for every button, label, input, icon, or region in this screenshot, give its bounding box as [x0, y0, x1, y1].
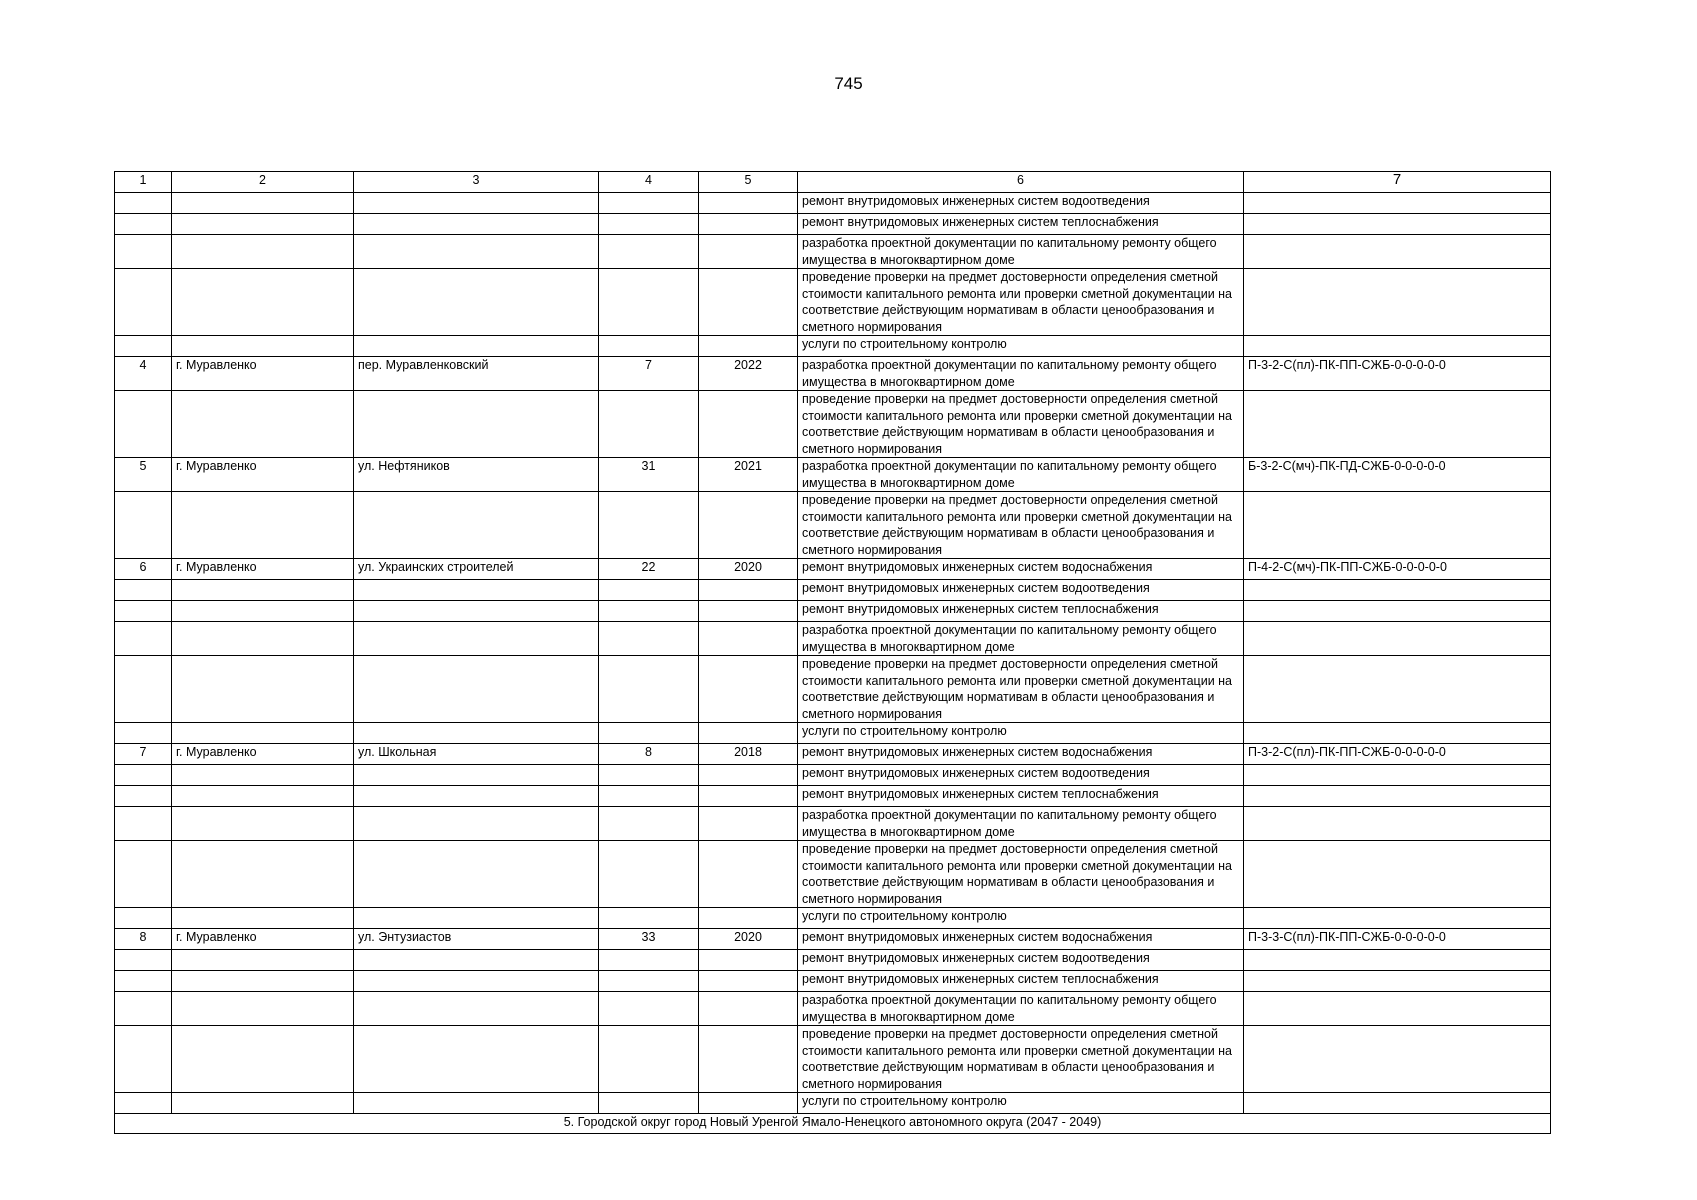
table-row	[115, 214, 1551, 235]
city-cell: г. Муравленко	[172, 458, 354, 492]
row-number	[115, 336, 172, 357]
house-code-cell	[1244, 992, 1551, 1026]
table-row	[115, 193, 1551, 214]
city-cell	[172, 235, 354, 269]
street-cell	[354, 269, 599, 336]
street-cell	[354, 492, 599, 559]
year-cell	[699, 765, 798, 786]
city-cell	[172, 1026, 354, 1093]
row-number	[115, 807, 172, 841]
street-cell	[354, 841, 599, 908]
city-cell	[172, 214, 354, 235]
row-number: 4	[115, 357, 172, 391]
work-type-cell: услуги по строительному контролю	[798, 908, 1244, 929]
work-type-cell: ремонт внутридомовых инженерных систем водоотведения	[798, 193, 1244, 214]
house-number-cell	[599, 193, 699, 214]
city-cell	[172, 807, 354, 841]
row-number	[115, 992, 172, 1026]
year-cell	[699, 235, 798, 269]
house-code-cell	[1244, 656, 1551, 723]
house-number-cell	[599, 841, 699, 908]
house-code-cell	[1244, 786, 1551, 807]
house-number-cell	[599, 492, 699, 559]
house-code-cell	[1244, 391, 1551, 458]
house-number-cell	[599, 992, 699, 1026]
house-number-cell: 31	[599, 458, 699, 492]
row-number	[115, 214, 172, 235]
house-number-cell	[599, 1026, 699, 1093]
year-cell	[699, 1026, 798, 1093]
year-cell	[699, 807, 798, 841]
street-cell	[354, 950, 599, 971]
table-row	[115, 235, 1551, 269]
house-number-cell: 8	[599, 744, 699, 765]
work-schedule-table	[114, 171, 1551, 1134]
year-cell	[699, 656, 798, 723]
row-number	[115, 765, 172, 786]
work-type-cell: ремонт внутридомовых инженерных систем водоснабжения	[798, 559, 1244, 580]
street-cell	[354, 786, 599, 807]
year-cell: 2020	[699, 929, 798, 950]
work-type-cell: ремонт внутридомовых инженерных систем теплоснабжения	[798, 601, 1244, 622]
table-row	[115, 1026, 1551, 1093]
table-row	[115, 336, 1551, 357]
house-code-cell	[1244, 1093, 1551, 1114]
city-cell: г. Муравленко	[172, 357, 354, 391]
street-cell	[354, 992, 599, 1026]
house-code-cell	[1244, 214, 1551, 235]
work-type-cell: разработка проектной документации по капитальному ремонту общего имущества в многоквартирном доме	[798, 458, 1244, 492]
year-cell: 2021	[699, 458, 798, 492]
house-number-cell	[599, 235, 699, 269]
city-cell	[172, 622, 354, 656]
house-number-cell	[599, 601, 699, 622]
table-row	[115, 391, 1551, 458]
house-number-cell	[599, 622, 699, 656]
table-row	[115, 559, 1551, 580]
city-cell	[172, 908, 354, 929]
street-cell	[354, 601, 599, 622]
work-type-cell: ремонт внутридомовых инженерных систем водоснабжения	[798, 929, 1244, 950]
work-type-cell: разработка проектной документации по капитальному ремонту общего имущества в многоквартирном доме	[798, 992, 1244, 1026]
house-code-cell	[1244, 841, 1551, 908]
table-row	[115, 269, 1551, 336]
work-type-cell: услуги по строительному контролю	[798, 723, 1244, 744]
year-cell: 2020	[699, 559, 798, 580]
street-cell	[354, 193, 599, 214]
table-row	[115, 992, 1551, 1026]
house-number-cell	[599, 656, 699, 723]
street-cell: ул. Энтузиастов	[354, 929, 599, 950]
year-cell	[699, 971, 798, 992]
house-code-cell	[1244, 580, 1551, 601]
street-cell: ул. Нефтяников	[354, 458, 599, 492]
street-cell	[354, 656, 599, 723]
work-type-cell: проведение проверки на предмет достоверности определения сметной стоимости капитального ремонта или проверки сметной документации на соответствие действующим нормативам в области ценообразования и сметного нормирования	[798, 492, 1244, 559]
table-row	[115, 656, 1551, 723]
year-cell	[699, 723, 798, 744]
work-type-cell: разработка проектной документации по капитальному ремонту общего имущества в многоквартирном доме	[798, 622, 1244, 656]
column-header-6: 6	[798, 172, 1244, 193]
work-type-cell: разработка проектной документации по капитальному ремонту общего имущества в многоквартирном доме	[798, 235, 1244, 269]
house-code-cell: П-3-3-С(пл)-ПК-ПП-СЖБ-0-0-0-0-0	[1244, 929, 1551, 950]
house-number-cell	[599, 807, 699, 841]
street-cell	[354, 214, 599, 235]
house-code-cell: П-3-2-С(пл)-ПК-ПП-СЖБ-0-0-0-0-0	[1244, 357, 1551, 391]
year-cell	[699, 622, 798, 656]
year-cell: 2022	[699, 357, 798, 391]
row-number	[115, 1026, 172, 1093]
row-number	[115, 601, 172, 622]
column-header-1: 1	[115, 172, 172, 193]
table-row	[115, 744, 1551, 765]
table-row	[115, 807, 1551, 841]
city-cell	[172, 656, 354, 723]
city-cell	[172, 492, 354, 559]
table-row	[115, 458, 1551, 492]
row-number: 8	[115, 929, 172, 950]
table-row	[115, 971, 1551, 992]
city-cell	[172, 950, 354, 971]
column-header-2: 2	[172, 172, 354, 193]
street-cell	[354, 765, 599, 786]
house-number-cell: 7	[599, 357, 699, 391]
house-number-cell: 22	[599, 559, 699, 580]
row-number: 6	[115, 559, 172, 580]
row-number	[115, 235, 172, 269]
house-code-cell: Б-3-2-С(мч)-ПК-ПД-СЖБ-0-0-0-0-0	[1244, 458, 1551, 492]
house-number-cell	[599, 971, 699, 992]
year-cell	[699, 269, 798, 336]
table-row	[115, 908, 1551, 929]
row-number	[115, 1093, 172, 1114]
table-body	[115, 193, 1551, 1114]
house-code-cell	[1244, 622, 1551, 656]
city-cell	[172, 1093, 354, 1114]
row-number	[115, 580, 172, 601]
house-code-cell	[1244, 971, 1551, 992]
row-number	[115, 656, 172, 723]
column-header-3: 3	[354, 172, 599, 193]
street-cell	[354, 807, 599, 841]
work-type-cell: разработка проектной документации по капитальному ремонту общего имущества в многоквартирном доме	[798, 807, 1244, 841]
row-number	[115, 841, 172, 908]
house-number-cell	[599, 1093, 699, 1114]
table-row	[115, 950, 1551, 971]
work-type-cell: проведение проверки на предмет достоверности определения сметной стоимости капитального ремонта или проверки сметной документации на соответствие действующим нормативам в области ценообразования и сметного нормирования	[798, 1026, 1244, 1093]
house-number-cell	[599, 580, 699, 601]
house-code-cell	[1244, 492, 1551, 559]
work-type-cell: проведение проверки на предмет достоверности определения сметной стоимости капитального ремонта или проверки сметной документации на соответствие действующим нормативам в области ценообразования и сметного нормирования	[798, 841, 1244, 908]
work-type-cell: проведение проверки на предмет достоверности определения сметной стоимости капитального ремонта или проверки сметной документации на соответствие действующим нормативам в области ценообразования и сметного нормирования	[798, 391, 1244, 458]
house-number-cell	[599, 391, 699, 458]
row-number	[115, 908, 172, 929]
street-cell: пер. Муравленковский	[354, 357, 599, 391]
house-number-cell	[599, 269, 699, 336]
work-type-cell: ремонт внутридомовых инженерных систем теплоснабжения	[798, 786, 1244, 807]
city-cell	[172, 841, 354, 908]
work-type-cell: ремонт внутридомовых инженерных систем теплоснабжения	[798, 214, 1244, 235]
street-cell: ул. Школьная	[354, 744, 599, 765]
year-cell	[699, 336, 798, 357]
row-number	[115, 492, 172, 559]
street-cell	[354, 580, 599, 601]
table-row	[115, 622, 1551, 656]
table-row	[115, 357, 1551, 391]
street-cell	[354, 622, 599, 656]
house-code-cell	[1244, 336, 1551, 357]
work-type-cell: проведение проверки на предмет достоверности определения сметной стоимости капитального ремонта или проверки сметной документации на соответствие действующим нормативам в области ценообразования и сметного нормирования	[798, 269, 1244, 336]
work-type-cell: ремонт внутридомовых инженерных систем водоотведения	[798, 950, 1244, 971]
row-number	[115, 269, 172, 336]
page-number: 745	[834, 74, 863, 93]
city-cell	[172, 765, 354, 786]
street-cell	[354, 908, 599, 929]
city-cell	[172, 193, 354, 214]
work-type-cell: ремонт внутридомовых инженерных систем водоснабжения	[798, 744, 1244, 765]
city-cell	[172, 992, 354, 1026]
year-cell	[699, 841, 798, 908]
table-row	[115, 786, 1551, 807]
city-cell	[172, 601, 354, 622]
street-cell	[354, 1026, 599, 1093]
column-header-5: 5	[699, 172, 798, 193]
street-cell: ул. Украинских строителей	[354, 559, 599, 580]
work-type-cell: услуги по строительному контролю	[798, 336, 1244, 357]
year-cell	[699, 950, 798, 971]
row-number	[115, 971, 172, 992]
house-code-cell	[1244, 601, 1551, 622]
street-cell	[354, 336, 599, 357]
house-code-cell	[1244, 908, 1551, 929]
table-row	[115, 765, 1551, 786]
table-row	[115, 723, 1551, 744]
city-cell	[172, 336, 354, 357]
table-row	[115, 601, 1551, 622]
city-cell	[172, 391, 354, 458]
work-type-cell: услуги по строительному контролю	[798, 1093, 1244, 1114]
house-number-cell: 33	[599, 929, 699, 950]
city-cell	[172, 723, 354, 744]
year-cell	[699, 1093, 798, 1114]
house-number-cell	[599, 950, 699, 971]
city-cell	[172, 580, 354, 601]
table-header	[115, 172, 1551, 193]
year-cell	[699, 908, 798, 929]
work-type-cell: разработка проектной документации по капитальному ремонту общего имущества в многоквартирном доме	[798, 357, 1244, 391]
city-cell: г. Муравленко	[172, 559, 354, 580]
row-number	[115, 622, 172, 656]
house-code-cell: П-4-2-С(мч)-ПК-ПП-СЖБ-0-0-0-0-0	[1244, 559, 1551, 580]
house-code-cell: П-3-2-С(пл)-ПК-ПП-СЖБ-0-0-0-0-0	[1244, 744, 1551, 765]
house-code-cell	[1244, 723, 1551, 744]
house-number-cell	[599, 908, 699, 929]
column-header-4: 4	[599, 172, 699, 193]
row-number	[115, 786, 172, 807]
year-cell	[699, 193, 798, 214]
section-title: 5. Городской округ город Новый Уренгой Ямало-Ненецкого автономного округа (2047 - 2049)	[115, 1114, 1551, 1134]
house-number-cell	[599, 214, 699, 235]
street-cell	[354, 391, 599, 458]
column-header-7: 7	[1244, 172, 1551, 193]
house-number-cell	[599, 723, 699, 744]
house-code-cell	[1244, 269, 1551, 336]
row-number: 5	[115, 458, 172, 492]
table-row	[115, 580, 1551, 601]
street-cell	[354, 235, 599, 269]
house-code-cell	[1244, 193, 1551, 214]
work-type-cell: ремонт внутридомовых инженерных систем водоотведения	[798, 580, 1244, 601]
row-number	[115, 391, 172, 458]
work-type-cell: ремонт внутридомовых инженерных систем теплоснабжения	[798, 971, 1244, 992]
house-code-cell	[1244, 765, 1551, 786]
table-row	[115, 1093, 1551, 1114]
year-cell	[699, 992, 798, 1026]
section-row	[115, 1114, 1551, 1134]
row-number: 7	[115, 744, 172, 765]
year-cell	[699, 601, 798, 622]
house-code-cell	[1244, 950, 1551, 971]
table-row	[115, 492, 1551, 559]
year-cell	[699, 492, 798, 559]
year-cell: 2018	[699, 744, 798, 765]
year-cell	[699, 786, 798, 807]
street-cell	[354, 971, 599, 992]
row-number	[115, 193, 172, 214]
street-cell	[354, 723, 599, 744]
city-cell: г. Муравленко	[172, 929, 354, 950]
city-cell	[172, 786, 354, 807]
table-row	[115, 929, 1551, 950]
row-number	[115, 723, 172, 744]
year-cell	[699, 580, 798, 601]
row-number	[115, 950, 172, 971]
table-row	[115, 841, 1551, 908]
house-number-cell	[599, 765, 699, 786]
city-cell	[172, 269, 354, 336]
house-number-cell	[599, 336, 699, 357]
city-cell	[172, 971, 354, 992]
work-type-cell: проведение проверки на предмет достоверности определения сметной стоимости капитального ремонта или проверки сметной документации на соответствие действующим нормативам в области ценообразования и сметного нормирования	[798, 656, 1244, 723]
house-number-cell	[599, 786, 699, 807]
work-type-cell: ремонт внутридомовых инженерных систем водоотведения	[798, 765, 1244, 786]
house-code-cell	[1244, 235, 1551, 269]
street-cell	[354, 1093, 599, 1114]
house-code-cell	[1244, 1026, 1551, 1093]
year-cell	[699, 214, 798, 235]
city-cell: г. Муравленко	[172, 744, 354, 765]
year-cell	[699, 391, 798, 458]
house-code-cell	[1244, 807, 1551, 841]
